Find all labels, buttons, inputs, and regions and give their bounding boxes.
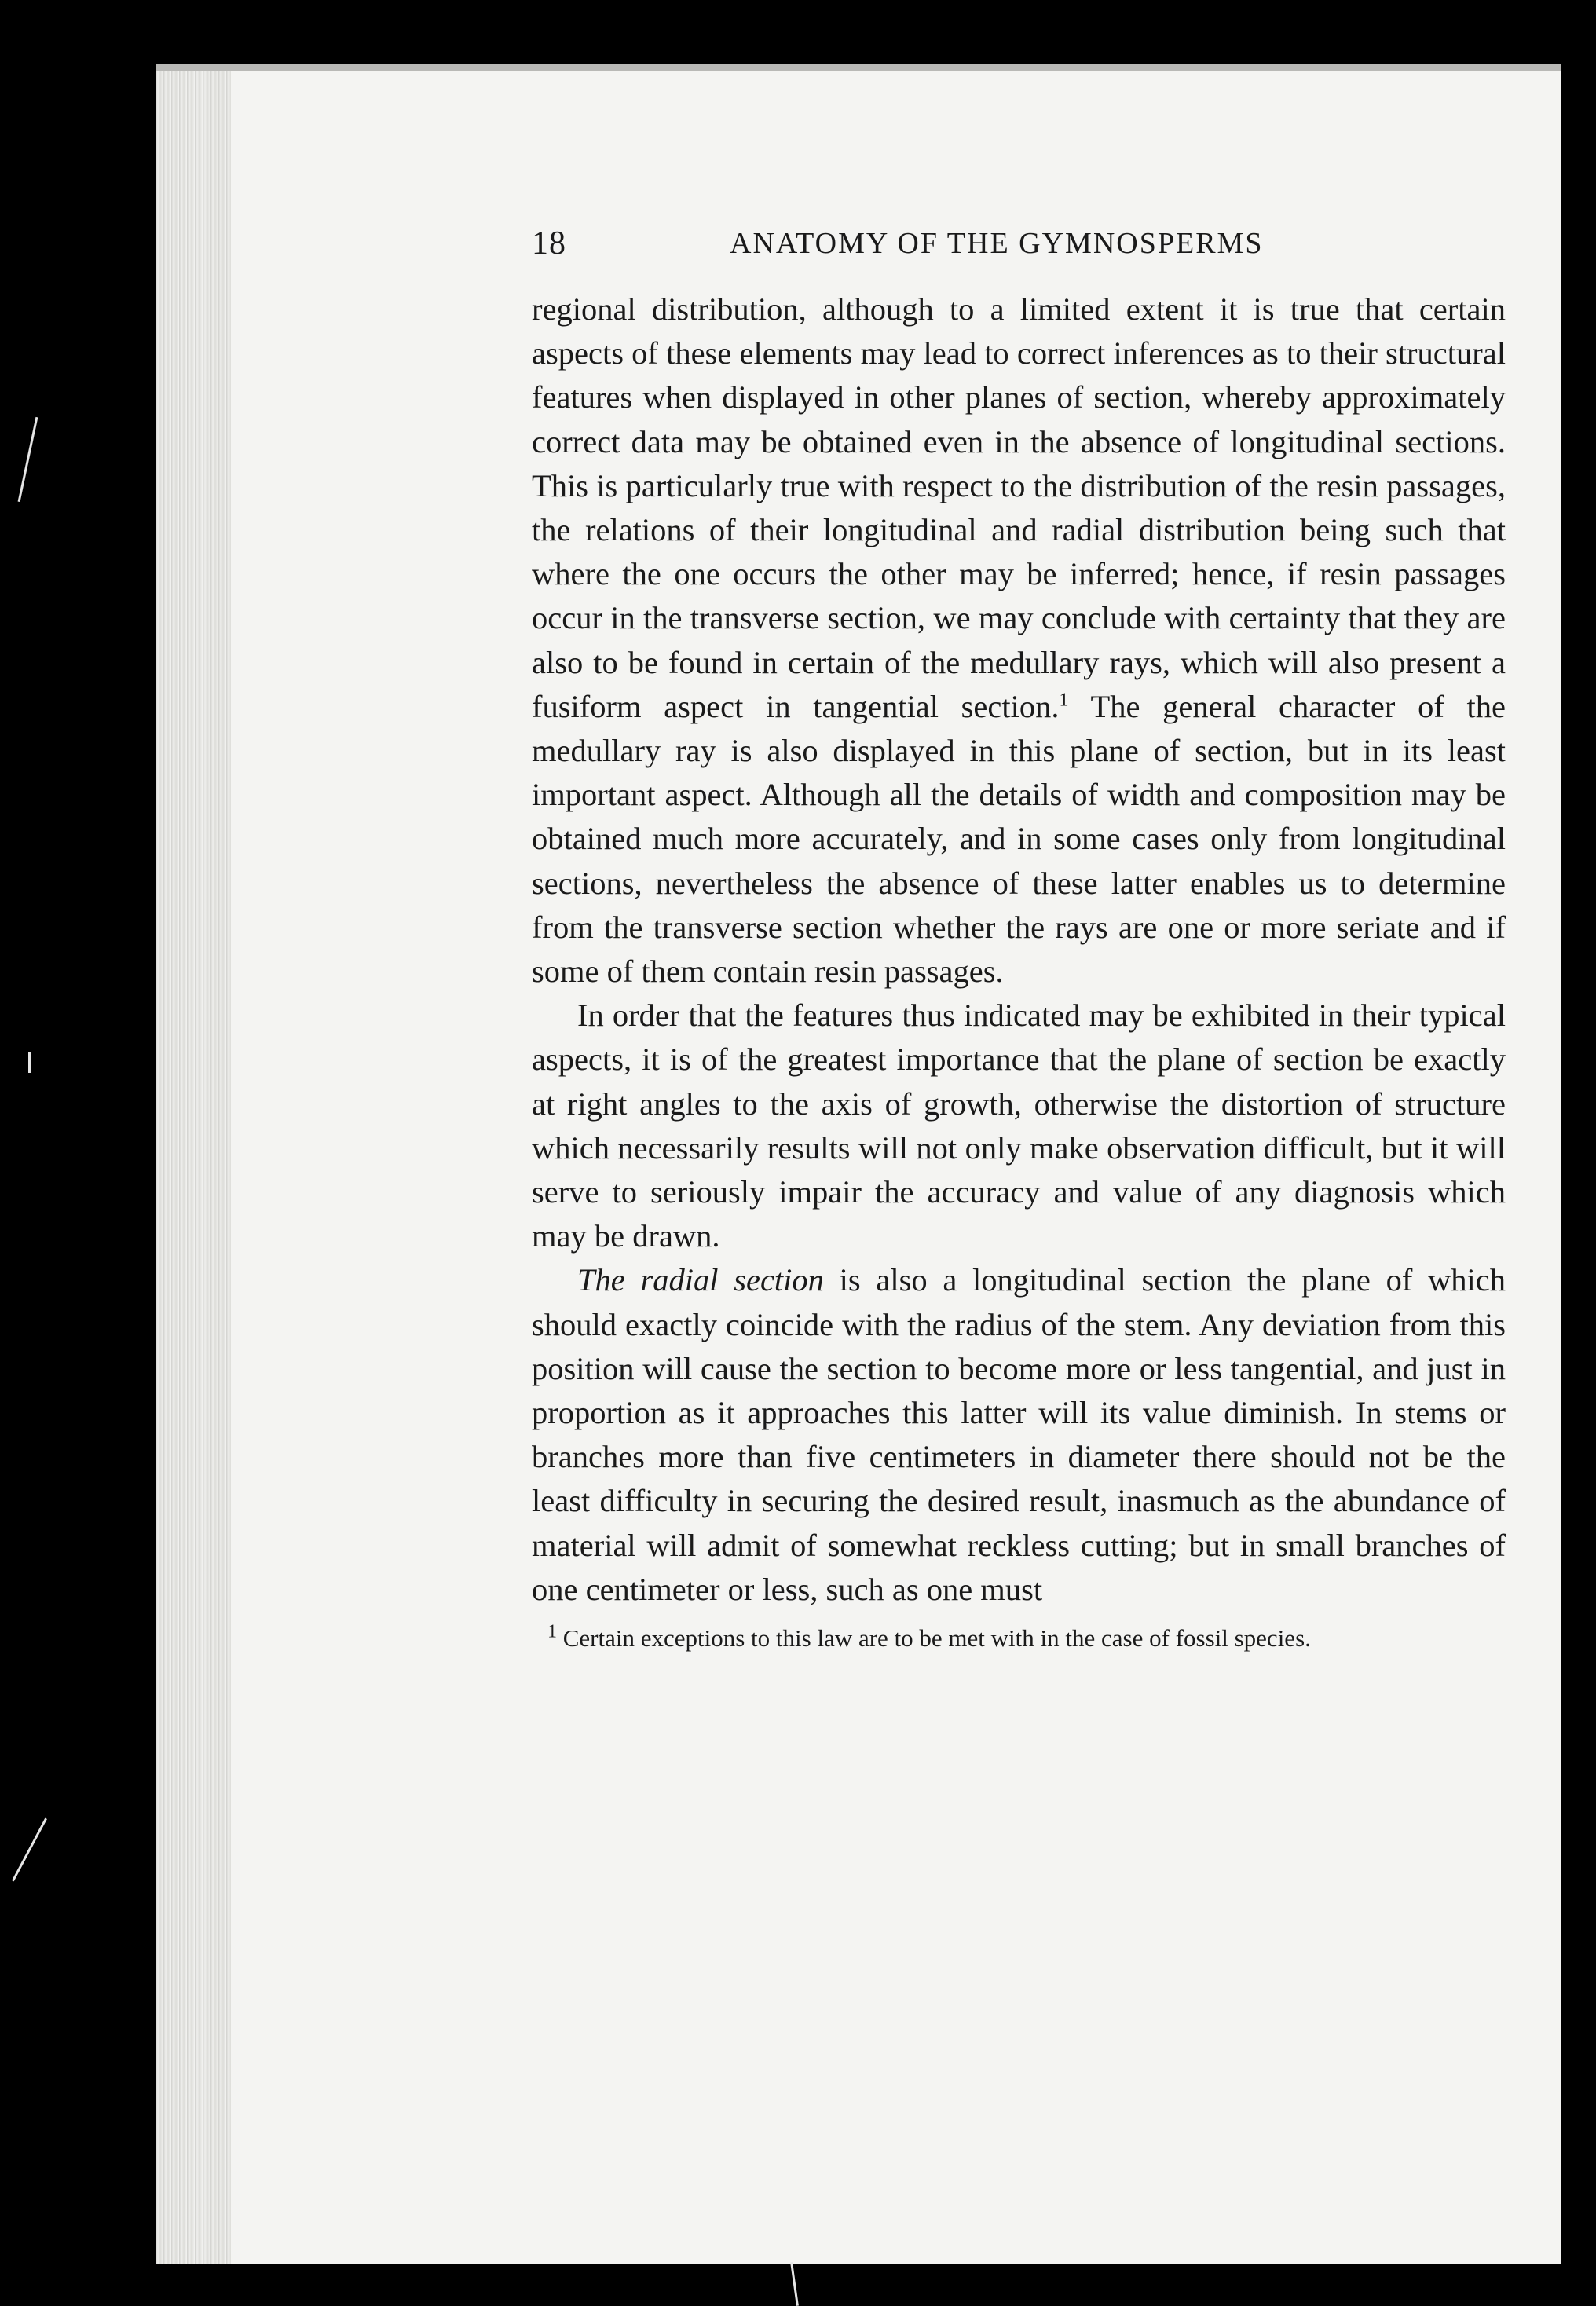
footnote-text: Certain exceptions to this law are to be met with in the case of fossil species.: [557, 1624, 1311, 1653]
paragraph-3: [532, 1258, 1506, 1612]
running-head: [532, 225, 1506, 272]
running-title: ANATOMY OF THE GYMNOSPERMS: [730, 227, 1264, 260]
radial-section-term: The radial section: [577, 1262, 824, 1298]
page-edges: [156, 64, 231, 2264]
paragraph-1-part-1: regional distribution, although to a limited extent it is true that certain aspects of these elements may lead to correct inferences as to their structural features when displayed in other planes of section, whereby approximately correct data may be obtained even in the absence of longitudinal sections. This is particularly true with respect to the distribution of the resin passages, the relations of their longitudinal and radial distribution being such that where the one occurs the other may be inferred; hence, if resin passages occur in the transverse section, we may conclude with certainty that they are also to be found in certain of the medullary rays, which will also present a fusiform aspect in tangential section.: [532, 291, 1506, 724]
scan-mark: [28, 1052, 31, 1073]
page-top-edge: [156, 64, 1561, 71]
scan-mark: [790, 2262, 799, 2306]
page-text: [532, 225, 1506, 1654]
paragraph-1-part-2: The general character of the medullary ray is also displayed in this plane of section, but in its least important aspect. Although all the details of width and composition may be obtained much more accurately, and in some cases only from longitudinal sections, nevertheless the absence of these latter enables us to determine from the transverse section whether the rays are one or more seriate and if some of them contain resin passages.: [532, 688, 1506, 990]
paragraph-3-text: is also a longitudinal section the plane of which should exactly coincide with the radius of the stem. Any deviation from this position will cause the section to become more or less tangential, and just in proportion as it approaches this latter will its value diminish. In stems or branches more than five centimeters in diameter there should not be the least difficulty in securing the desired result, inasmuch as the abundance of material will admit of somewhat reckless cutting; but in small branches of one centimeter or less, such as one must: [532, 1262, 1506, 1607]
page-number: 18: [532, 225, 566, 262]
body-text: [532, 287, 1506, 1612]
paragraph-2: In order that the features thus indicated may be exhibited in their typical aspects, it is of the greatest importance that the plane of section be exactly at right angles to the axis of growth, otherwise the distortion of structure which necessarily results will not only make observation difficult, but it will serve to seriously impair the accuracy and value of any diagnosis which may be drawn.: [532, 997, 1506, 1254]
footnote-marker: 1: [547, 1621, 557, 1642]
paragraph-1: [532, 287, 1506, 994]
footnote: [532, 1623, 1506, 1654]
scan-mark: [18, 417, 38, 502]
footnote-reference: 1: [1059, 690, 1069, 711]
scan-mark: [12, 1818, 47, 1882]
